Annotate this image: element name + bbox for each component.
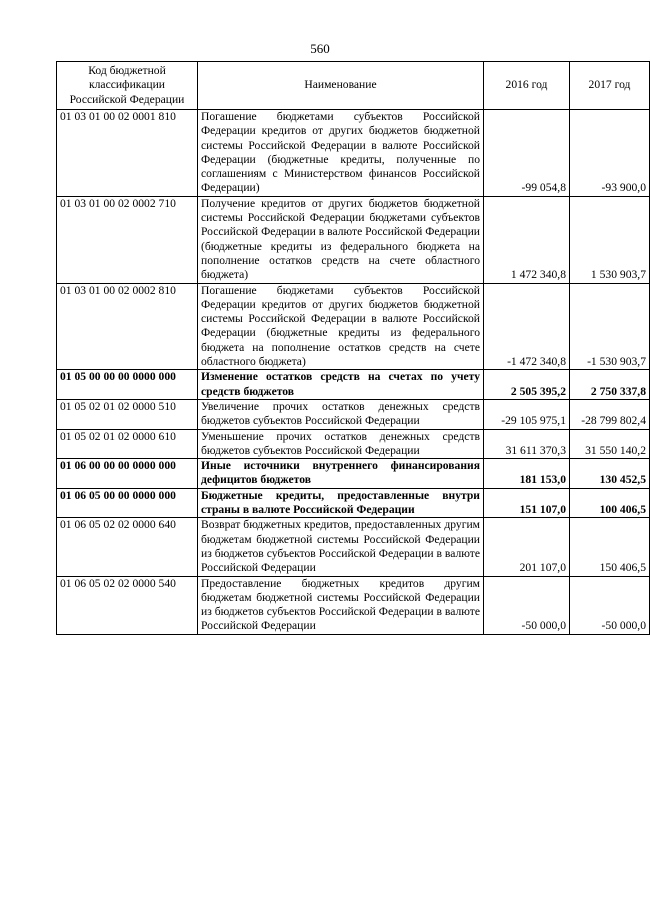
table-row (57, 399, 650, 429)
row-value-2016: 31 611 370,3 (484, 429, 570, 459)
row-name: Изменение остатков средств на счетах по учету средств бюджетов (198, 370, 484, 400)
row-value-2016: 1 472 340,8 (484, 196, 570, 283)
row-code: 01 05 00 00 00 0000 000 (57, 370, 198, 400)
row-value-2017: -28 799 802,4 (570, 399, 650, 429)
header-name: Наименование (198, 62, 484, 110)
table-row (57, 283, 650, 370)
row-value-2017: 150 406,5 (570, 518, 650, 576)
row-name: Погашение бюджетами субъектов Российской Федерации кредитов от других бюджетов бюджетной системы Российской Федерации в валюте Российской Федерации (бюджетные кредиты из федерального бюджета на пополнение остатков средств на счете областного бюджета) (198, 283, 484, 370)
row-code: 01 03 01 00 02 0001 810 (57, 110, 198, 197)
row-code: 01 06 00 00 00 0000 000 (57, 459, 198, 489)
row-code: 01 06 05 00 00 0000 000 (57, 488, 198, 518)
row-value-2016: 181 153,0 (484, 459, 570, 489)
budget-table (56, 61, 650, 635)
row-code: 01 05 02 01 02 0000 510 (57, 399, 198, 429)
row-name: Иные источники внутреннего финансирования дефицитов бюджетов (198, 459, 484, 489)
table-row (57, 370, 650, 400)
row-value-2017: -93 900,0 (570, 110, 650, 197)
table-row (57, 429, 650, 459)
row-value-2017: 31 550 140,2 (570, 429, 650, 459)
row-value-2016: -99 054,8 (484, 110, 570, 197)
row-code: 01 06 05 02 02 0000 540 (57, 576, 198, 634)
row-value-2016: 2 505 395,2 (484, 370, 570, 400)
row-value-2017: 1 530 903,7 (570, 196, 650, 283)
row-value-2016: -29 105 975,1 (484, 399, 570, 429)
table-header-row (57, 62, 650, 110)
row-code: 01 03 01 00 02 0002 810 (57, 283, 198, 370)
row-value-2017: 2 750 337,8 (570, 370, 650, 400)
row-value-2016: -1 472 340,8 (484, 283, 570, 370)
row-value-2017: 130 452,5 (570, 459, 650, 489)
row-name: Получение кредитов от других бюджетов бюджетной системы Российской Федерации бюджетами субъектов Российской Федерации в валюте Российской Федерации (бюджетные кредиты из федерального бюджета на пополнение остатков средств на счете областного бюджета) (198, 196, 484, 283)
row-value-2017: -50 000,0 (570, 576, 650, 634)
table-row (57, 488, 650, 518)
row-value-2016: 151 107,0 (484, 488, 570, 518)
row-code: 01 06 05 02 02 0000 640 (57, 518, 198, 576)
row-value-2017: -1 530 903,7 (570, 283, 650, 370)
header-code: Код бюджетной классификации Российской Федерации (57, 62, 198, 110)
row-code: 01 03 01 00 02 0002 710 (57, 196, 198, 283)
row-name: Увеличение прочих остатков денежных средств бюджетов субъектов Российской Федерации (198, 399, 484, 429)
row-name: Уменьшение прочих остатков денежных средств бюджетов субъектов Российской Федерации (198, 429, 484, 459)
row-code: 01 05 02 01 02 0000 610 (57, 429, 198, 459)
header-2017: 2017 год (570, 62, 650, 110)
page-number: 560 (310, 41, 330, 56)
header-2016: 2016 год (484, 62, 570, 110)
row-value-2017: 100 406,5 (570, 488, 650, 518)
row-name: Предоставление бюджетных кредитов другим бюджетам бюджетной системы Российской Федерации из бюджетов субъектов Российской Федерации в валюте Российской Федерации (198, 576, 484, 634)
row-value-2016: 201 107,0 (484, 518, 570, 576)
row-name: Возврат бюджетных кредитов, предоставленных другим бюджетам бюджетной системы Российской Федерации из бюджетов субъектов Российской Федерации в валюте Российской Федерации (198, 518, 484, 576)
table-row (57, 518, 650, 576)
table-row (57, 576, 650, 634)
table-row (57, 196, 650, 283)
row-name: Бюджетные кредиты, предоставленные внутри страны в валюте Российской Федерации (198, 488, 484, 518)
row-name: Погашение бюджетами субъектов Российской Федерации кредитов от других бюджетов бюджетной системы Российской Федерации в валюте Российской Федерации (бюджетные кредиты, полученные по соглашениям с Министерством финансов Российской Федерации) (198, 110, 484, 197)
row-value-2016: -50 000,0 (484, 576, 570, 634)
table-row (57, 459, 650, 489)
table-row (57, 110, 650, 197)
